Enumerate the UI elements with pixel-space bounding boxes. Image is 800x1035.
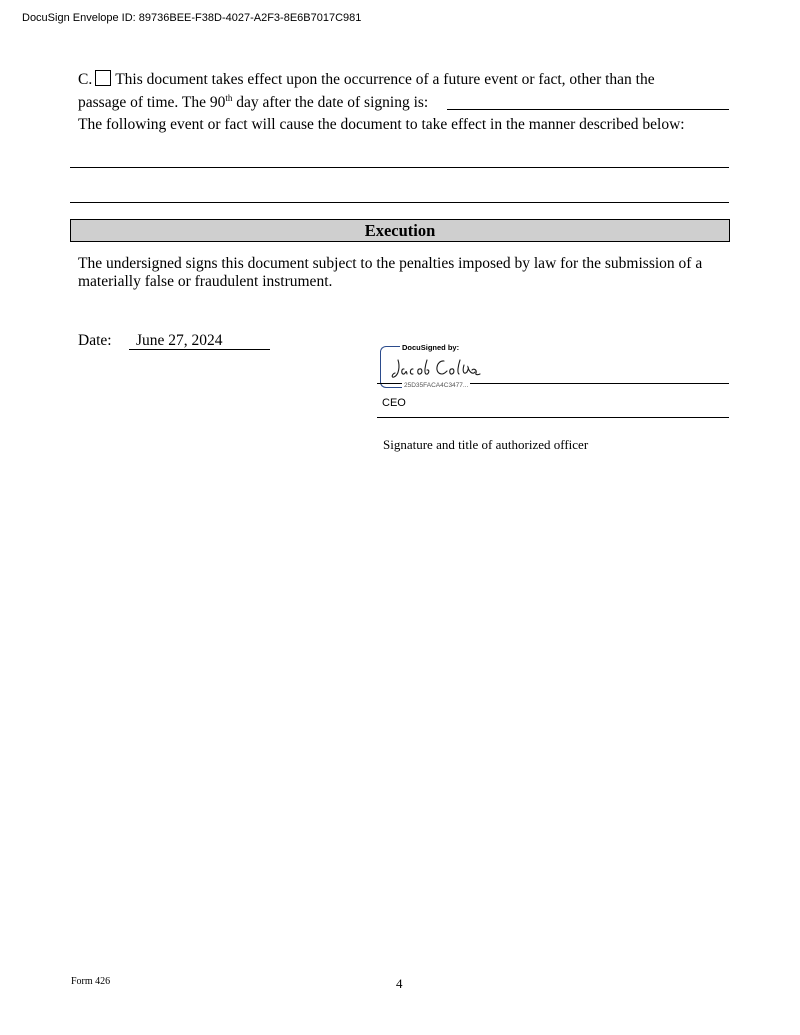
date-field-line[interactable]: [129, 349, 270, 350]
ninetieth-day-field[interactable]: [447, 109, 729, 110]
docusigned-label: DocuSigned by:: [402, 343, 460, 352]
form-number: Form 426: [71, 976, 111, 987]
title-line[interactable]: [377, 417, 729, 418]
event-description-line-2[interactable]: [70, 202, 729, 203]
section-c-line3: The following event or fact will cause the document to take effect in the manner described below:: [78, 116, 685, 133]
signature-caption: Signature and title of authorized officer: [383, 437, 589, 452]
section-c-line2: [78, 93, 428, 112]
event-description-line-1[interactable]: [70, 167, 729, 168]
section-c-line2-prefix: passage of time. The 90: [78, 94, 226, 112]
section-c-line2-suffix: day after the date of signing is:: [232, 94, 429, 112]
page-number: 4: [396, 976, 403, 991]
execution-text-line2: materially false or fraudulent instrument.: [78, 273, 333, 290]
signature-id: 25D35FACA4C3477...: [404, 382, 469, 389]
section-c-label: C.: [78, 71, 93, 88]
signature-image: [390, 356, 482, 382]
section-c-text: This document takes effect upon the occurrence of a future event or fact, other than the: [115, 71, 655, 88]
signer-title: CEO: [382, 397, 406, 409]
section-c-line1: [78, 70, 655, 89]
date-value: June 27, 2024: [136, 332, 223, 349]
section-c-checkbox[interactable]: [95, 70, 111, 86]
execution-heading: Execution: [70, 219, 730, 242]
execution-text-line1: The undersigned signs this document subject to the penalties imposed by law for the submission of a: [78, 255, 703, 272]
date-label: Date:: [78, 332, 112, 349]
envelope-id: DocuSign Envelope ID: 89736BEE-F38D-4027-A2F3-8E6B7017C981: [22, 12, 362, 24]
ordinal-suffix: th: [225, 93, 233, 103]
